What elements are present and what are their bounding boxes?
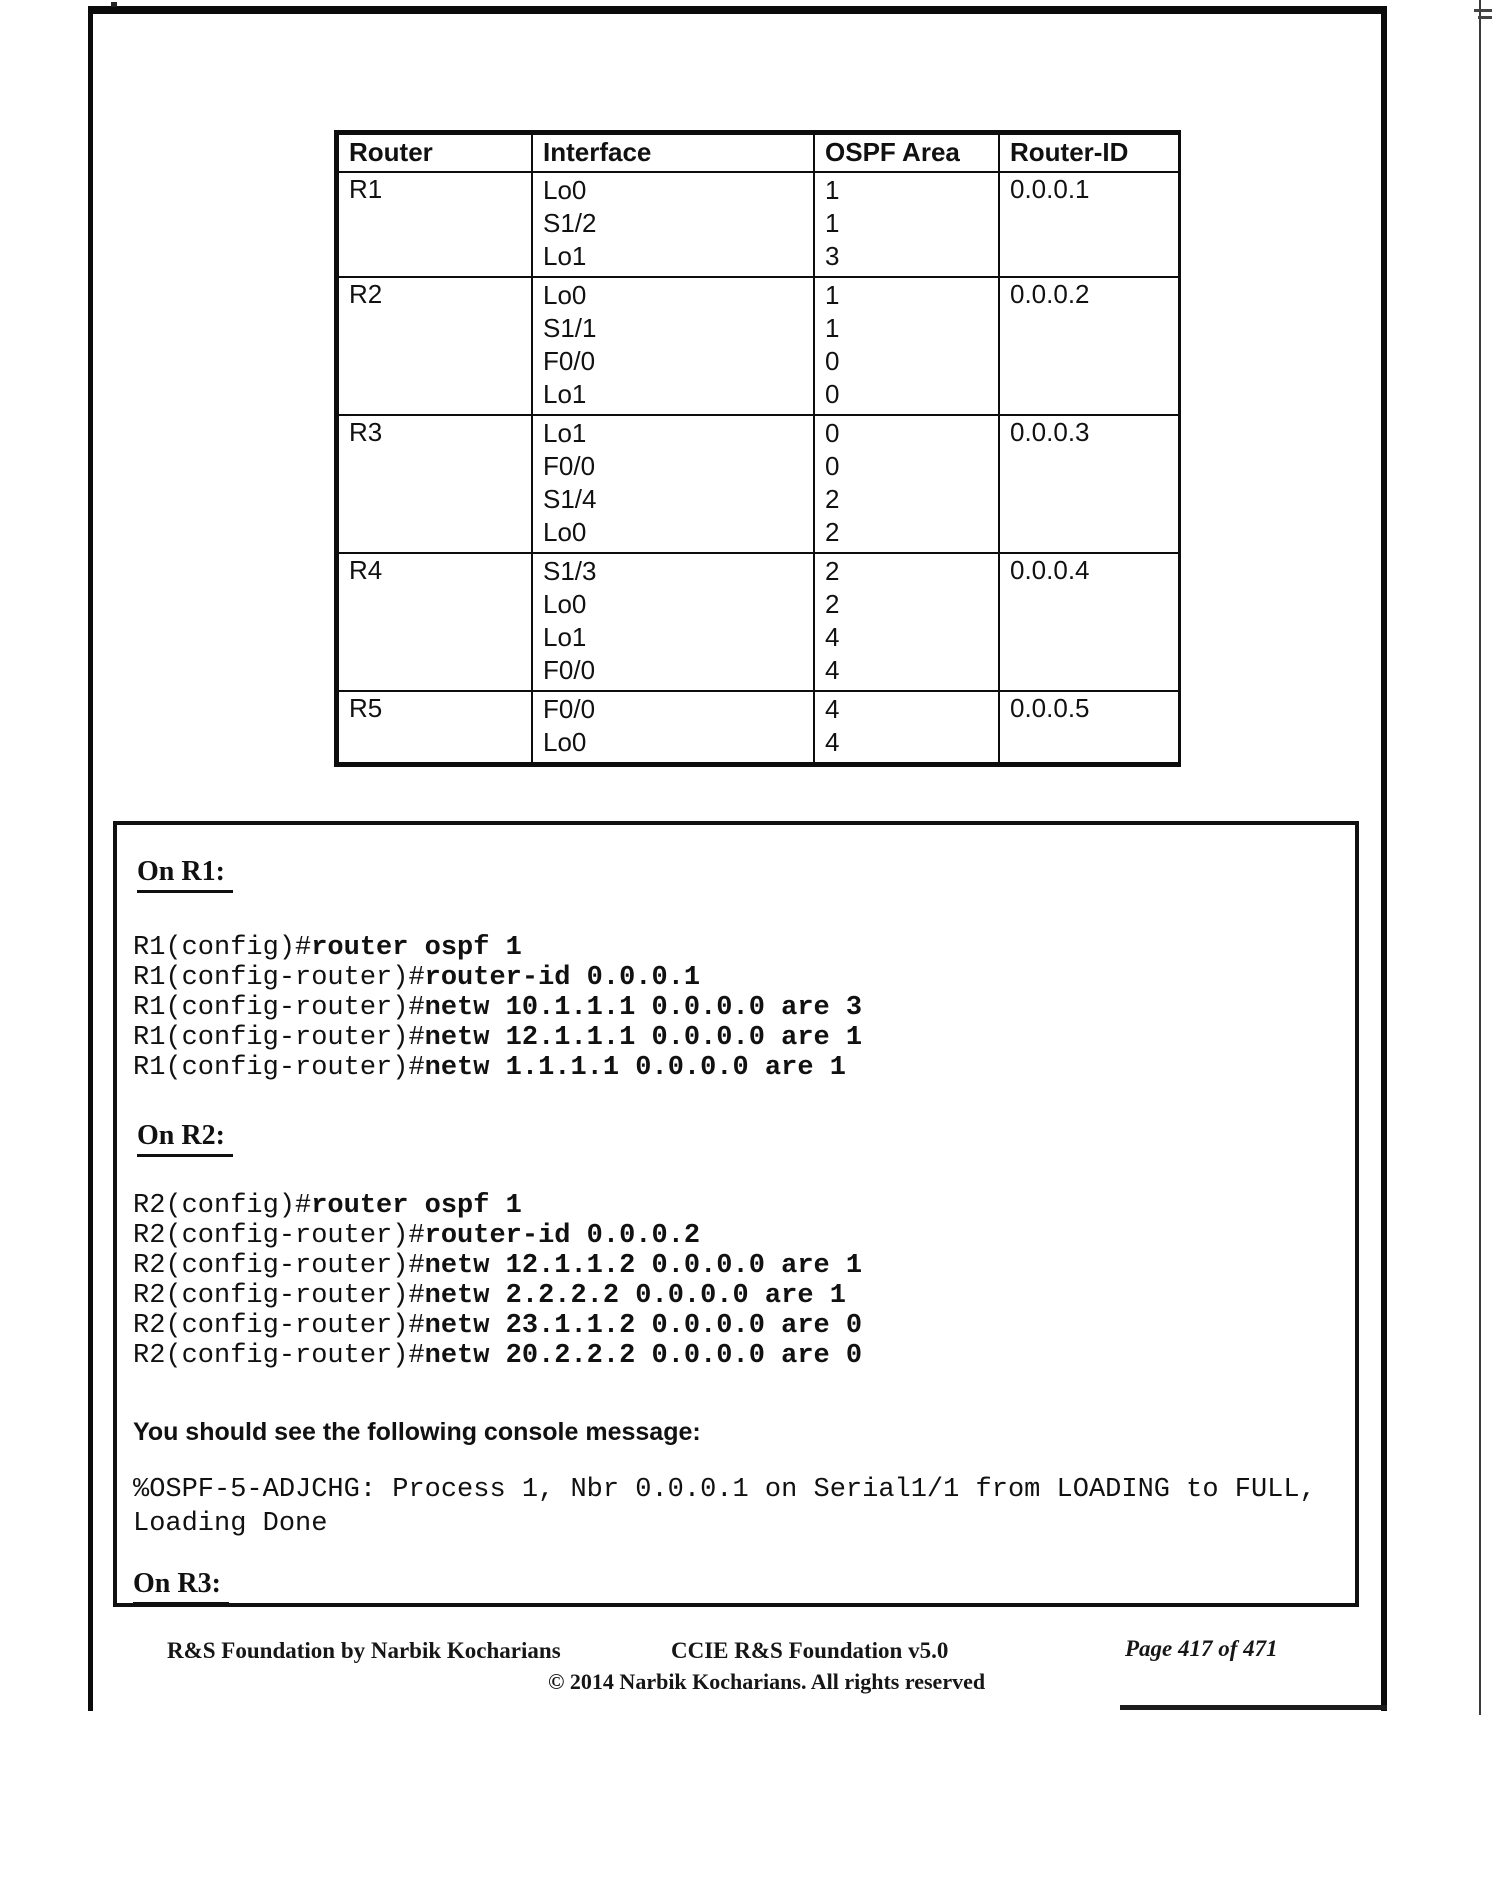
cli-command: router ospf 1	[311, 1191, 522, 1221]
interface-value: F0/0	[543, 346, 596, 376]
scan-speck	[111, 2, 117, 7]
section-heading-r1	[137, 856, 1355, 893]
console-message-line: Loading Done	[133, 1509, 328, 1539]
column-header-router: Router	[338, 134, 532, 172]
cli-prompt: R1(config-router)#	[133, 993, 425, 1023]
interface-cell	[532, 172, 814, 277]
scan-edge-artifact-dash	[1474, 9, 1492, 12]
interface-cell	[532, 553, 814, 691]
ospf-area-value: 1	[825, 208, 840, 238]
cli-prompt: R1(config-router)#	[133, 1023, 425, 1053]
cli-prompt: R1(config-router)#	[133, 1053, 425, 1083]
router-id-cell: 0.0.0.2	[999, 277, 1179, 415]
interface-value: Lo1	[543, 379, 587, 409]
ospf-area-value: 1	[825, 313, 840, 343]
router-cell: R3	[338, 415, 532, 553]
interface-value: S1/4	[543, 484, 597, 514]
ospf-area-value: 3	[825, 241, 840, 271]
router-cell: R2	[338, 277, 532, 415]
ospf-area-value: 4	[825, 655, 840, 685]
cli-command: netw 20.2.2.2 0.0.0.0 are 0	[424, 1341, 863, 1371]
cli-command: netw 2.2.2.2 0.0.0.0 are 1	[424, 1281, 846, 1311]
cli-command: netw 10.1.1.1 0.0.0.0 are 3	[424, 993, 863, 1023]
table-header-row	[338, 134, 1179, 172]
cli-line	[133, 1023, 1355, 1053]
router-cell: R5	[338, 691, 532, 763]
section-heading-r3-text: On R3:	[133, 1568, 229, 1605]
interface-value: F0/0	[543, 655, 596, 685]
router-cell: R1	[338, 172, 532, 277]
scan-edge-artifact-dash	[1478, 16, 1492, 19]
cli-command: netw 23.1.1.2 0.0.0.0 are 0	[424, 1311, 863, 1341]
column-header-ospf-area: OSPF Area	[814, 134, 999, 172]
cli-prompt: R1(config-router)#	[133, 963, 425, 993]
column-header-interface: Interface	[532, 134, 814, 172]
cli-prompt: R2(config-router)#	[133, 1341, 425, 1371]
cli-line	[133, 993, 1355, 1023]
ospf-area-value: 0	[825, 451, 840, 481]
table-row	[338, 277, 1179, 415]
ospf-area-value: 2	[825, 484, 840, 514]
ospf-area-cell	[814, 415, 999, 553]
config-sections	[133, 856, 1355, 1371]
config-section	[133, 1120, 1355, 1371]
console-message-line: %OSPF-5-ADJCHG: Process 1, Nbr 0.0.0.1 on Serial1/1 from LOADING to FULL,	[133, 1475, 1316, 1505]
interface-value: Lo1	[543, 622, 587, 652]
footer-copyright: © 2014 Narbik Kocharians. All rights reserved	[548, 1669, 986, 1694]
interface-cell	[532, 277, 814, 415]
cli-line	[133, 1053, 1355, 1083]
cli-prompt: R2(config)#	[133, 1191, 312, 1221]
config-section	[133, 856, 1355, 1083]
cli-command: netw 12.1.1.2 0.0.0.0 are 1	[424, 1251, 863, 1281]
ospf-area-value: 4	[825, 727, 840, 757]
interface-value: Lo0	[543, 727, 587, 757]
interface-cell	[532, 415, 814, 553]
cli-command: router ospf 1	[311, 933, 522, 963]
cli-prompt: R1(config)#	[133, 933, 312, 963]
interface-value: F0/0	[543, 451, 596, 481]
ospf-area-value: 4	[825, 694, 840, 724]
interface-cell	[532, 691, 814, 763]
cli-block	[133, 933, 1355, 1083]
section-heading-r3	[133, 1568, 1355, 1605]
ospf-area-value: 0	[825, 346, 840, 376]
configuration-box	[113, 821, 1359, 1607]
ospf-area-value: 2	[825, 556, 840, 586]
interface-value: Lo0	[543, 517, 587, 547]
cli-command: netw 12.1.1.1 0.0.0.0 are 1	[424, 1023, 863, 1053]
ospf-area-value: 4	[825, 622, 840, 652]
interface-value: S1/1	[543, 313, 597, 343]
interface-value: F0/0	[543, 694, 596, 724]
cli-line	[133, 1311, 1355, 1341]
interface-value: Lo0	[543, 175, 587, 205]
ospf-area-cell	[814, 277, 999, 415]
ospf-interface-table	[334, 130, 1181, 767]
section-heading-text: On R1:	[137, 856, 233, 893]
ospf-area-value: 1	[825, 280, 840, 310]
scan-edge-artifact-line	[1479, 0, 1481, 1715]
console-note-text: You should see the following console message:	[133, 1418, 701, 1446]
interface-value: Lo0	[543, 280, 587, 310]
section-heading-r2	[137, 1120, 1355, 1157]
ospf-area-value: 0	[825, 379, 840, 409]
ospf-area-value: 2	[825, 517, 840, 547]
ospf-area-value: 0	[825, 418, 840, 448]
cli-line	[133, 1281, 1355, 1311]
section-heading-text: On R2:	[137, 1120, 233, 1157]
console-message	[133, 1473, 1355, 1541]
cli-prompt: R2(config-router)#	[133, 1311, 425, 1341]
ospf-area-value: 2	[825, 589, 840, 619]
interface-value: S1/2	[543, 208, 597, 238]
cli-line	[133, 933, 1355, 963]
cli-line	[133, 1251, 1355, 1281]
router-id-cell: 0.0.0.3	[999, 415, 1179, 553]
table-row	[338, 691, 1179, 763]
table-row	[338, 553, 1179, 691]
cli-command: router-id 0.0.0.1	[424, 963, 701, 993]
interface-value: S1/3	[543, 556, 597, 586]
cli-line	[133, 963, 1355, 993]
cli-line	[133, 1341, 1355, 1371]
interface-value: Lo1	[543, 241, 587, 271]
cli-line	[133, 1191, 1355, 1221]
cli-prompt: R2(config-router)#	[133, 1281, 425, 1311]
cli-command: netw 1.1.1.1 0.0.0.0 are 1	[424, 1053, 846, 1083]
router-id-cell: 0.0.0.4	[999, 553, 1179, 691]
footer-course-title: CCIE R&S Foundation v5.0	[671, 1638, 949, 1663]
cli-block	[133, 1191, 1355, 1371]
ospf-area-cell	[814, 553, 999, 691]
router-cell: R4	[338, 553, 532, 691]
footer-book-title: R&S Foundation by Narbik Kocharians	[167, 1638, 561, 1663]
cli-line	[133, 1221, 1355, 1251]
footer-page-number: Page 417 of 471	[1125, 1636, 1278, 1661]
cli-command: router-id 0.0.0.2	[424, 1221, 701, 1251]
router-id-cell: 0.0.0.1	[999, 172, 1179, 277]
cli-prompt: R2(config-router)#	[133, 1251, 425, 1281]
table-row	[338, 415, 1179, 553]
column-header-router-id: Router-ID	[999, 134, 1179, 172]
cli-prompt: R2(config-router)#	[133, 1221, 425, 1251]
router-id-cell: 0.0.0.5	[999, 691, 1179, 763]
interface-value: Lo1	[543, 418, 587, 448]
interface-value: Lo0	[543, 589, 587, 619]
ospf-area-cell	[814, 691, 999, 763]
table-row	[338, 172, 1179, 277]
page-border-bottom-remnant	[1120, 1705, 1387, 1710]
ospf-area-cell	[814, 172, 999, 277]
ospf-area-value: 1	[825, 175, 840, 205]
